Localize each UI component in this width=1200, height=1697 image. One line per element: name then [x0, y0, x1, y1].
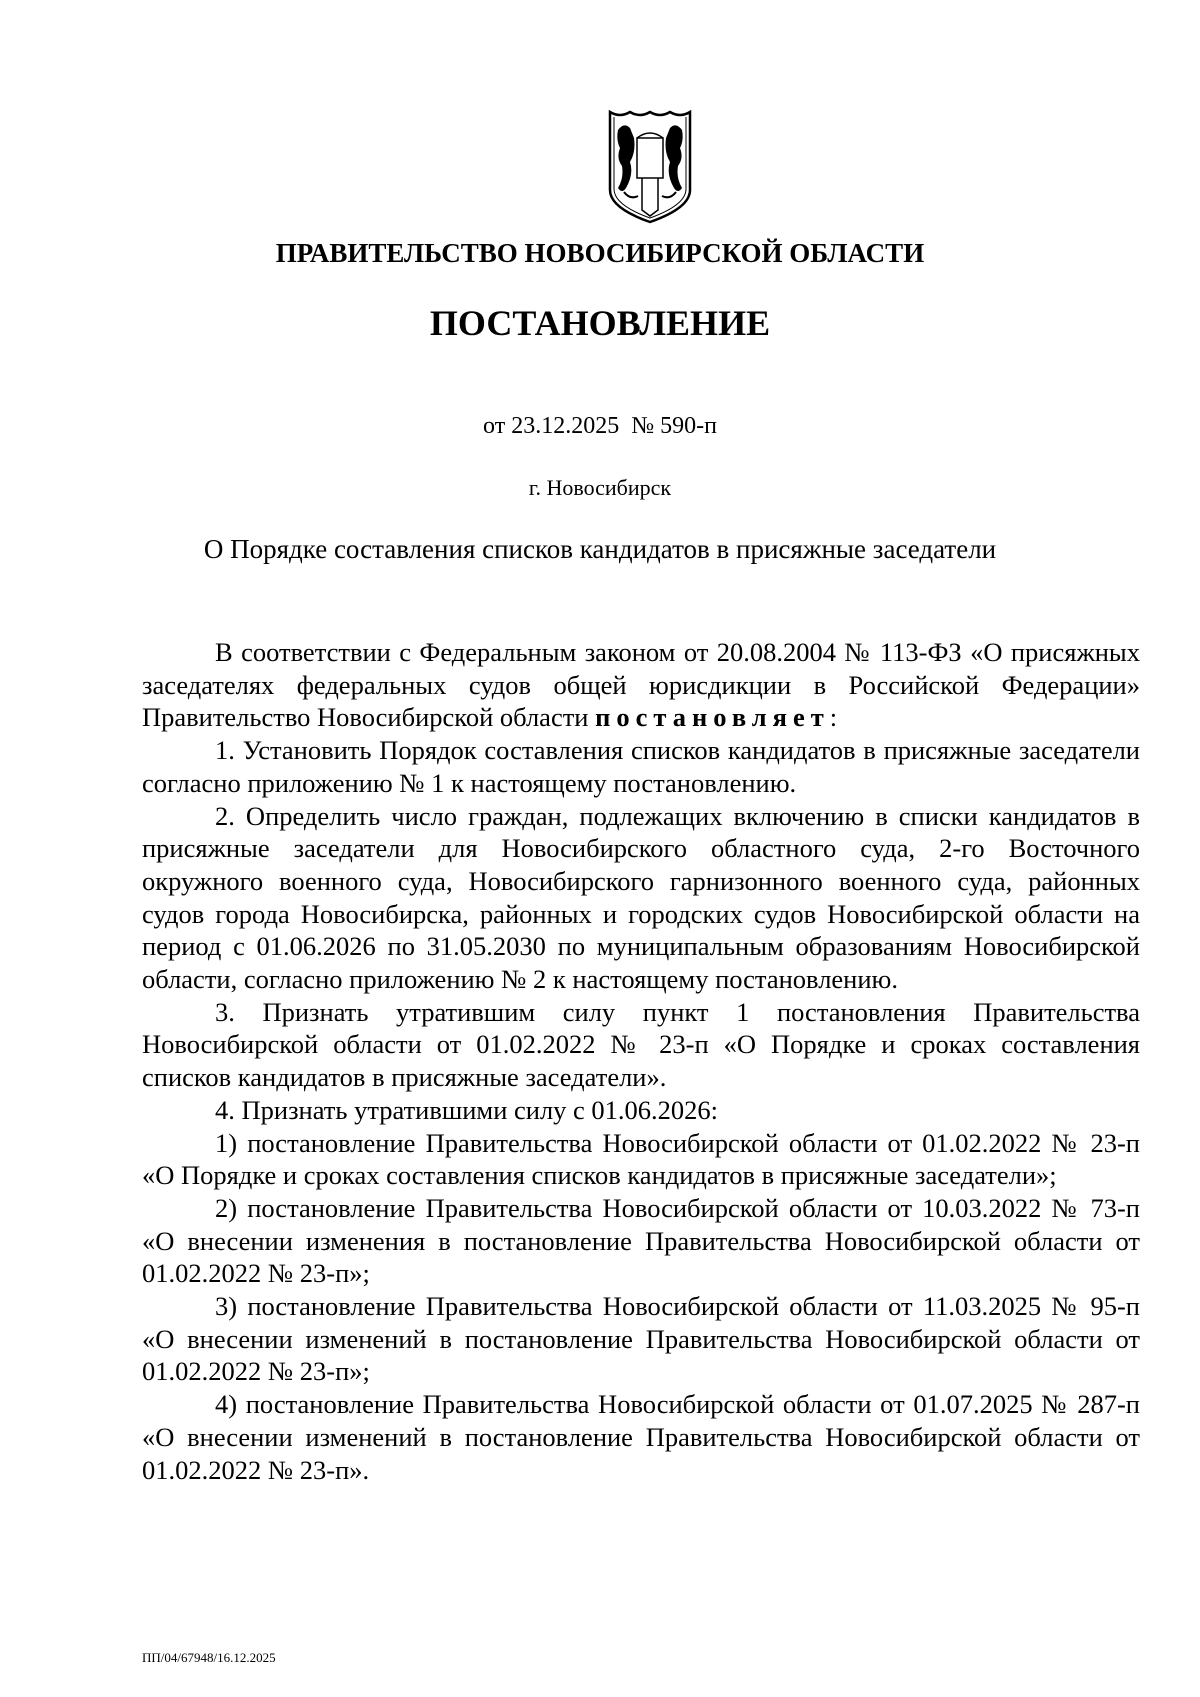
city-name: г. Новосибирск — [528, 475, 672, 500]
resolution-keyword: постановляет — [595, 702, 830, 733]
paragraph-2: 2. Определить число граждан, подлежащих включению в списки кандидатов в присяжные заседатели для Новосибирского областного суда, 2-го Восточного окружного военного суда, Новосибирского гарнизонного военного суда, районных судов города Новосибирска, районных и городских судов Новосибирской области на период с 01.06.2026 по 31.05.2030 по муниципальным образованиям Новосибирской области, согласно приложению № 2 к настоящему постановлению. — [142, 800, 1140, 995]
coat-of-arms-icon — [594, 108, 706, 226]
document-number: № 590-п — [631, 413, 717, 439]
paragraph-1: 1. Установить Порядок составления списков кандидатов в присяжные заседатели согласно приложению № 1 к настоящему постановлению. — [142, 735, 1140, 798]
footer-code: ПП/04/67948/16.12.2025 — [142, 1650, 276, 1665]
preamble-paragraph — [142, 636, 1140, 734]
date-line — [0, 413, 1200, 440]
preamble-text: В соответствии с Федеральным законом от 20.08.2004 № 113-ФЗ «О присяжных заседателях федеральных судов общей юрисдикции в Российской Федерации» Правительство Новосибирской области — [142, 637, 1140, 733]
preamble-end: : — [829, 702, 838, 733]
document-date: 23.12.2025 — [511, 413, 620, 439]
subparagraph-1: 1) постановление Правительства Новосибирской области от 01.02.2022 № 23-п «О Порядке и сроках составления списков кандидатов в присяжные заседатели»; — [142, 1127, 1140, 1191]
organization-name: ПРАВИТЕЛЬСТВО НОВОСИБИРСКОЙ ОБЛАСТИ — [275, 238, 925, 268]
subparagraph-4: 4) постановление Правительства Новосибирской области от 01.07.2025 № 287-п «О внесении изменений в постановление Правительства Новосибирской области от 01.02.2022 № 23-п». — [142, 1389, 1140, 1485]
document-body — [142, 636, 1140, 1486]
document-type: ПОСТАНОВЛЕНИЕ — [429, 303, 771, 343]
paragraph-3: 3. Признать утратившим силу пункт 1 постановления Правительства Новосибирской области от 01.02.2022 № 23-п «О Порядке и сроках составления списков кандидатов в присяжные заседатели». — [142, 996, 1140, 1093]
document-title: О Порядке составления списков кандидатов в присяжные заседатели — [203, 534, 997, 564]
subparagraph-3: 3) постановление Правительства Новосибирской области от 11.03.2025 № 95-п «О внесении изменений в постановление Правительства Новосибирской области от 01.02.2022 № 23-п»; — [142, 1291, 1140, 1387]
date-prefix: от — [483, 413, 506, 439]
paragraph-4: 4. Признать утратившими силу с 01.06.2026: — [215, 1094, 719, 1125]
subparagraph-2: 2) постановление Правительства Новосибирской области от 10.03.2022 № 73-п «О внесении изменения в постановление Правительства Новосибирской области от 01.02.2022 № 23-п»; — [142, 1192, 1140, 1289]
